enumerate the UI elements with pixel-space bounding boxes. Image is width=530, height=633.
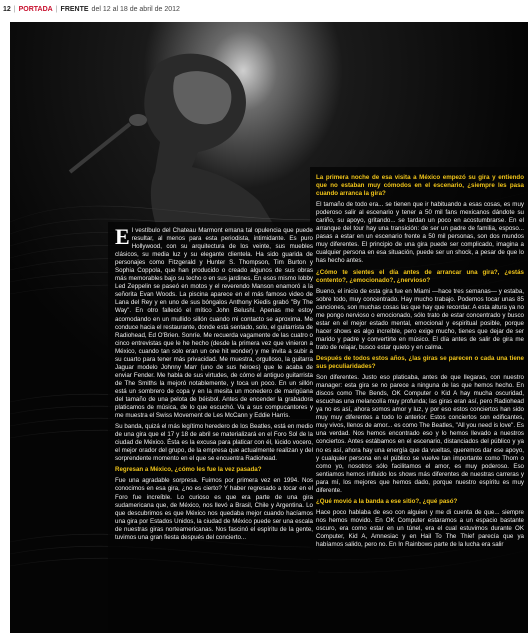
interview-question: ¿Qué movió a la banda a ese sitio?, ¿qué pasó? [316, 497, 458, 505]
interview-question: Después de todos estos años, ¿las giras se parecen o cada una tiene sus peculiaridades? [316, 354, 524, 371]
interview-answer: El tamaño de todo era... se tienen que ir habituando a esas cosas, es muy poderoso salir al escenario y tener a 50 mil fans mexicanos dándote su cariño, su apoyo, gritando... se tardan un poco en acostumbrarse. En el arranque del tour hay una transición: de ser un padre de familia, esposo... pasas a estar en un escenario frente a 50 mil personas, son dos mundos muy diferentes. El principio de una gira puede ser complicado, imagina a cualquier persona en esa situación, puede ser un shock, a pesar de que lo has hecho antes. [316, 201, 524, 265]
interview-answer: Hace poco hablaba de eso con alguien y me di cuenta de que... siempre nos hemos movido. En OK Computer estaramos a un espacio bastante oscuro, era como estar en un túnel, era el cual estuvimos durante OK Computer, Kid A, Amnesiac y en Hail To The Thief parecía que ya habíamos salido, pero no. En In Rainbows parte de la lucha era salir [316, 508, 524, 549]
drop-cap: E [115, 224, 130, 249]
interview-answer: Fue una agradable sorpresa. Fuimos por primera vez en 1994. Nos conocimos en esa gira, ¿no es cierto? Y haber regresado a tocar en el Foro fue increíble. Lo curioso es que era parte de una gira sudamericana que, de México, nos llevó a Brasil, Chile y Argentina. Lo que descubrimos es que México nos quedaba mejor cuando hacíamos una gira por Estados Unidos, la ciudad de México puede ser una escala de nuestras giras norteamericanas. Nos fascinó el espíritu de la gente, tuvimos una gran fiesta después del concierto... [115, 477, 313, 541]
header-separator-2: | [55, 5, 58, 13]
article-column-left [115, 224, 313, 627]
section-name: PORTADA [18, 5, 53, 13]
interview-question: ¿Cómo te sientes el día antes de arrancar una gira?, ¿estás contento?, ¿emocionado?, ¿nervioso? [316, 268, 524, 284]
interview-question: La primera noche de esa visita a México empezó su gira y entiendo que no estaban muy cómodos en el escenario, ¿siempre les pasa cuando arranca la gira? [316, 174, 524, 198]
interview-answer: Bueno, el inicio de esta gira fue en Miami —hace tres semanas— y estaba, sobre todo, muy concentrado. Hay mucho trabajo. Podemos tocar unas 85 canciones, son muchas cosas las que hay que recordar. A esta altura ya no me pongo nervioso o emocionado, sólo trato de estar concentrado y busco estar en el mejor estado mental, emocional y espiritual posible, porque hacer shows es algo increíble, pero exige mucho, tienes que dejar de ser marido y padre y convertirte en músico. El día antes de salir de gira me trato de relajar, busco estar quieto y en calma. [316, 287, 524, 351]
feature-spread [10, 22, 528, 633]
interview-answer: Son diferentes. Justo eso platicaba, antes de que llegaras, con nuestro manager: esta gira se no parece a ninguna de las que hemos hecho. En discos como The Bends, OK Computer o Kid A hay mucha oscuridad, escuchas una melancolía muy profunda; las giras eran así, pero Radiohead ya no es así, ahora somos amor y luz, y por eso estos conciertos han sido muy muy diferentes a todo lo anterior. Estos conciertos son edificantes, muy vivos, llenos de amor... es como The Beatles, "All you need is love". Es una verdad. Nos hemos encontrado eso y lo hemos llevado a nuestros conciertos. Antes estábamos en el escenario, distanciados del público y ya no es así, ahora hay una energía que da vueltas, queremos dar ese apoyo, y cualquier persona en el público se vuelve tan importante como Thom o como yo, nosotros sólo facilitamos el amor, es muy poderoso. Eso sentiamos hemos influido los shows más diferentes de nuestras carreras y para mí, los mejores que hemos dado, porque nuestro espíritu es muy diferente. [316, 374, 524, 494]
publication-name: FRENTE [60, 5, 89, 13]
page-number: 12 [3, 5, 11, 13]
header-separator: | [13, 5, 16, 13]
interview-question: Regresan a México, ¿cómo les fue la vez pasada? [115, 466, 262, 474]
intro-paragraph [115, 224, 313, 420]
page-header [0, 0, 530, 18]
intro-text: l vestíbulo del Chateau Marmont emana tal opulencia que puede resultar, al menos para esta periodista, intimidante. Es puro Hollywood, con su arquitectura de los veinte, sus muebles clásicos, su media luz y su elegante clientela. Ha sido guarida de personajes como Fitzgerald y Hunter S. Thompson, Tim Burton y Sophia Coppola, que han producido o creado algunos de sus obras más memorables bajo su techo o en sus jardines. En esos mismo lobby Led Zeppelin se paseó en motos y el reverendo Manson enamoró a la señorita Evan Woods. La piscina aparece en el más famoso video de Lana del Rey y en uno de sus bóngalos Anthony Kiedis grabó "By The Way". En otro falleció el mítico John Belushi. Apenas me estoy acomodando en un mullido sillón cuando mi contacto se aproxima. Me conduce hacia el restaurante, donde está sentado, solo, el guitarrista de Radiohead, Ed O'Brien. Sonríe. Me recuerda vagamente de las cuatro o cinco entrevistas que le he hecho (desde la primera vez que vinieron a México, cuando tan solo eran un one hit wonder) y me invita a subir a su cuarto para tener más privacidad. Me muestra, orgulloso, la guitarra Jaguar modelo Johnny Marr (uno de sus héroes) que le acaba de enviar Fender. Me habla de sus virtudes, de cómo el antiguo guitarrista de The Smiths la mejoró notablemente, y toca un poco. En un sillón está un sombrero de copa y en la mesita un monedero de marigüana del tamaño de una pelota de béisbol. Antes de encender la grabadora platicamos de música, de lo que escuchó. Va a sus compucantores y me muestra el Swiss Movement de Les McCann y Eddie Harris. [115, 227, 313, 420]
microphone [129, 114, 147, 126]
context-paragraph: Su banda, quizá el más legítimo heredero de los Beatles, está en medio de una gira que el 17 y 18 de abril se materializará en el Foro Sol de la ciudad de México. Ésta es la excusa para platicar con él, lúcido vocero, el mejor orador del grupo, de la empresa que actualmente realizan y del sorprendente momento en el que se encuentra Radiohead. [115, 423, 313, 463]
article-column-right [316, 174, 524, 629]
issue-date: del 12 al 18 de abril de 2012 [91, 5, 180, 13]
